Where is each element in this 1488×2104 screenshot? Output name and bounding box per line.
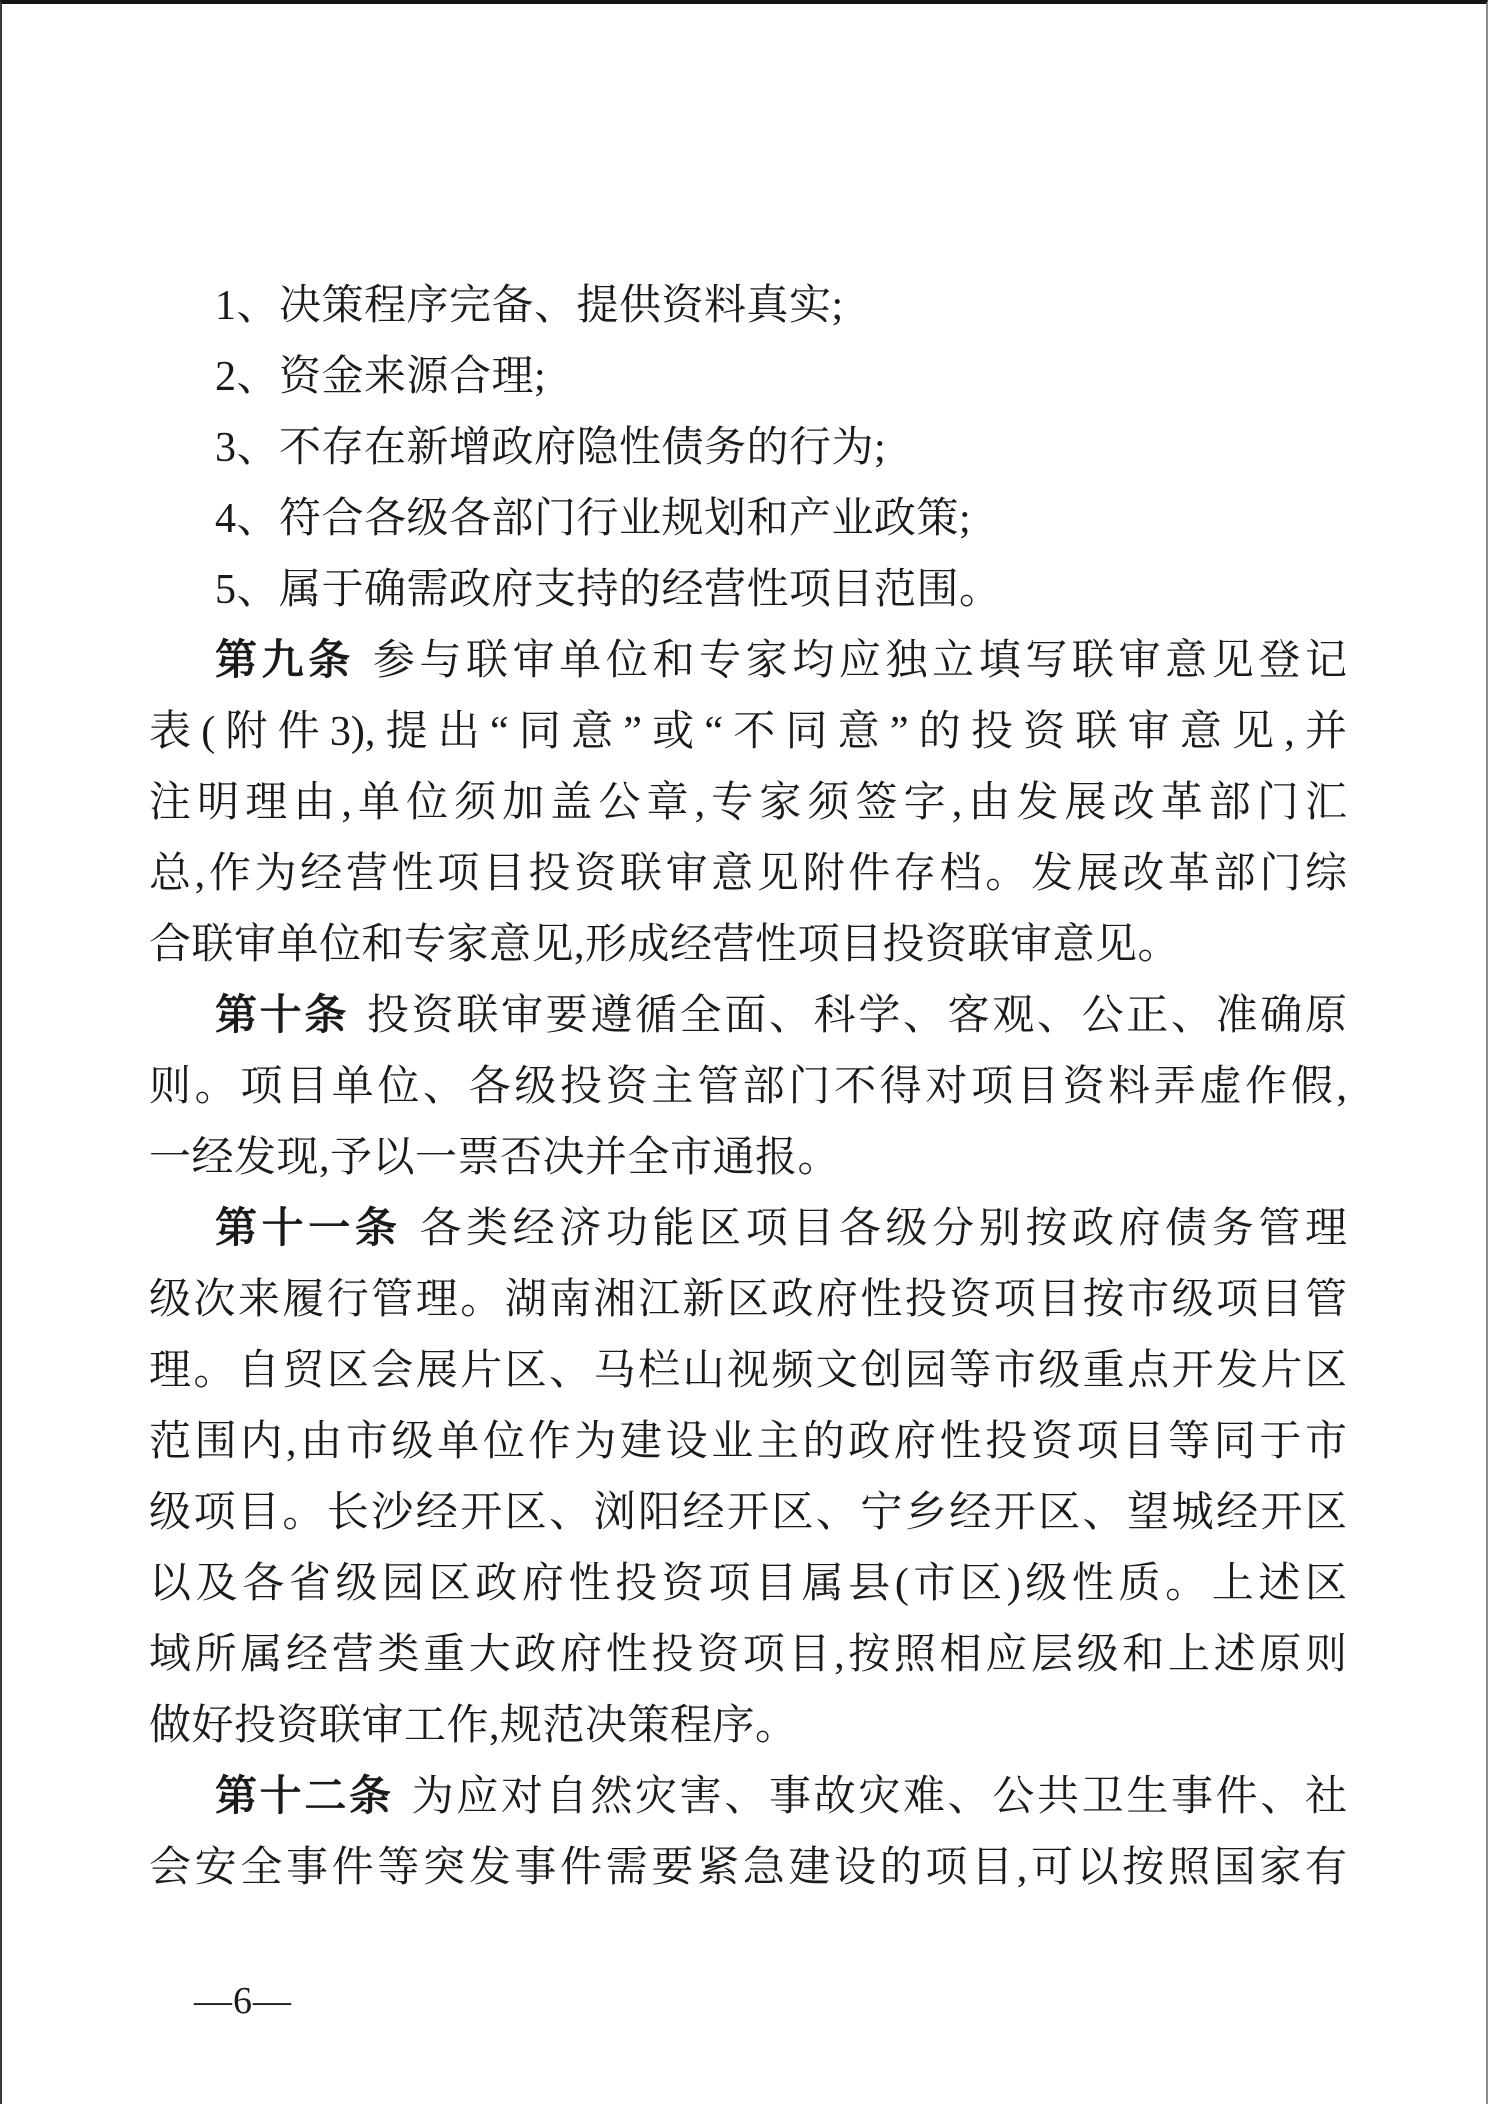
line-text: 则。项目单位、各级投资主管部门不得对项目资料弄虚作假, bbox=[149, 1064, 1347, 1110]
document-line bbox=[149, 1194, 1347, 1265]
document-line bbox=[149, 626, 1347, 697]
document-line bbox=[149, 1052, 1347, 1123]
document-line bbox=[149, 697, 1347, 768]
document-line bbox=[149, 1336, 1347, 1407]
document-line bbox=[149, 1478, 1347, 1549]
line-text: 范围内,由市级单位作为建设业主的政府性投资项目等同于市 bbox=[149, 1419, 1347, 1465]
document-line bbox=[149, 1123, 1347, 1194]
line-text: 投资联审要遵循全面、科学、客观、公正、准确原 bbox=[367, 993, 1347, 1039]
article-term: 第十条 bbox=[215, 993, 349, 1039]
line-text: 表(附件3),提出“同意”或“不同意”的投资联审意见,并 bbox=[149, 709, 1347, 755]
document-line bbox=[149, 1691, 1347, 1762]
document-body bbox=[149, 271, 1347, 1904]
line-text: 1、决策程序完备、提供资料真实; bbox=[215, 283, 844, 329]
line-text: 2、资金来源合理; bbox=[215, 354, 547, 400]
document-line bbox=[149, 1620, 1347, 1691]
line-text: 合联审单位和专家意见,形成经营性项目投资联审意见。 bbox=[149, 922, 1181, 968]
line-text: 4、符合各级各部门行业规划和产业政策; bbox=[215, 496, 972, 542]
document-line bbox=[149, 1833, 1347, 1904]
page-number: —6— bbox=[194, 1980, 292, 2022]
document-line bbox=[149, 1762, 1347, 1833]
line-text: 域所属经营类重大政府性投资项目,按照相应层级和上述原则 bbox=[149, 1632, 1347, 1678]
document-line bbox=[149, 484, 1347, 555]
document-line bbox=[149, 1407, 1347, 1478]
document-line bbox=[149, 839, 1347, 910]
line-text: 5、属于确需政府支持的经营性项目范围。 bbox=[215, 567, 1002, 613]
article-term: 第十二条 bbox=[215, 1774, 394, 1820]
line-text: 理。自贸区会展片区、马栏山视频文创园等市级重点开发片区 bbox=[149, 1348, 1347, 1394]
line-text: 3、不存在新增政府隐性债务的行为; bbox=[215, 425, 887, 471]
document-line bbox=[149, 413, 1347, 484]
article-term: 第十一条 bbox=[215, 1206, 402, 1252]
line-text: 级次来履行管理。湖南湘江新区政府性投资项目按市级项目管 bbox=[149, 1277, 1347, 1323]
line-text: 以及各省级园区政府性投资项目属县(市区)级性质。上述区 bbox=[149, 1561, 1347, 1607]
document-line bbox=[149, 768, 1347, 839]
line-text: 一经发现,予以一票否决并全市通报。 bbox=[149, 1135, 841, 1181]
document-line bbox=[149, 1265, 1347, 1336]
line-text: 为应对自然灾害、事故灾难、公共卫生事件、社 bbox=[411, 1774, 1347, 1820]
document-line bbox=[149, 555, 1347, 626]
document-line bbox=[149, 981, 1347, 1052]
document-line bbox=[149, 1549, 1347, 1620]
line-text: 做好投资联审工作,规范决策程序。 bbox=[149, 1703, 798, 1749]
line-text: 参与联审单位和专家均应独立填写联审意见登记 bbox=[372, 638, 1347, 684]
document-line bbox=[149, 342, 1347, 413]
article-term: 第九条 bbox=[215, 638, 355, 684]
document-line bbox=[149, 910, 1347, 981]
line-text: 各类经济功能区项目各级分别按政府债务管理 bbox=[419, 1206, 1347, 1252]
line-text: 注明理由,单位须加盖公章,专家须签字,由发展改革部门汇 bbox=[149, 780, 1347, 826]
line-text: 会安全事件等突发事件需要紧急建设的项目,可以按照国家有 bbox=[149, 1845, 1347, 1891]
line-text: 总,作为经营性项目投资联审意见附件存档。发展改革部门综 bbox=[149, 851, 1347, 897]
line-text: 级项目。长沙经开区、浏阳经开区、宁乡经开区、望城经开区 bbox=[149, 1490, 1347, 1536]
document-line bbox=[149, 271, 1347, 342]
